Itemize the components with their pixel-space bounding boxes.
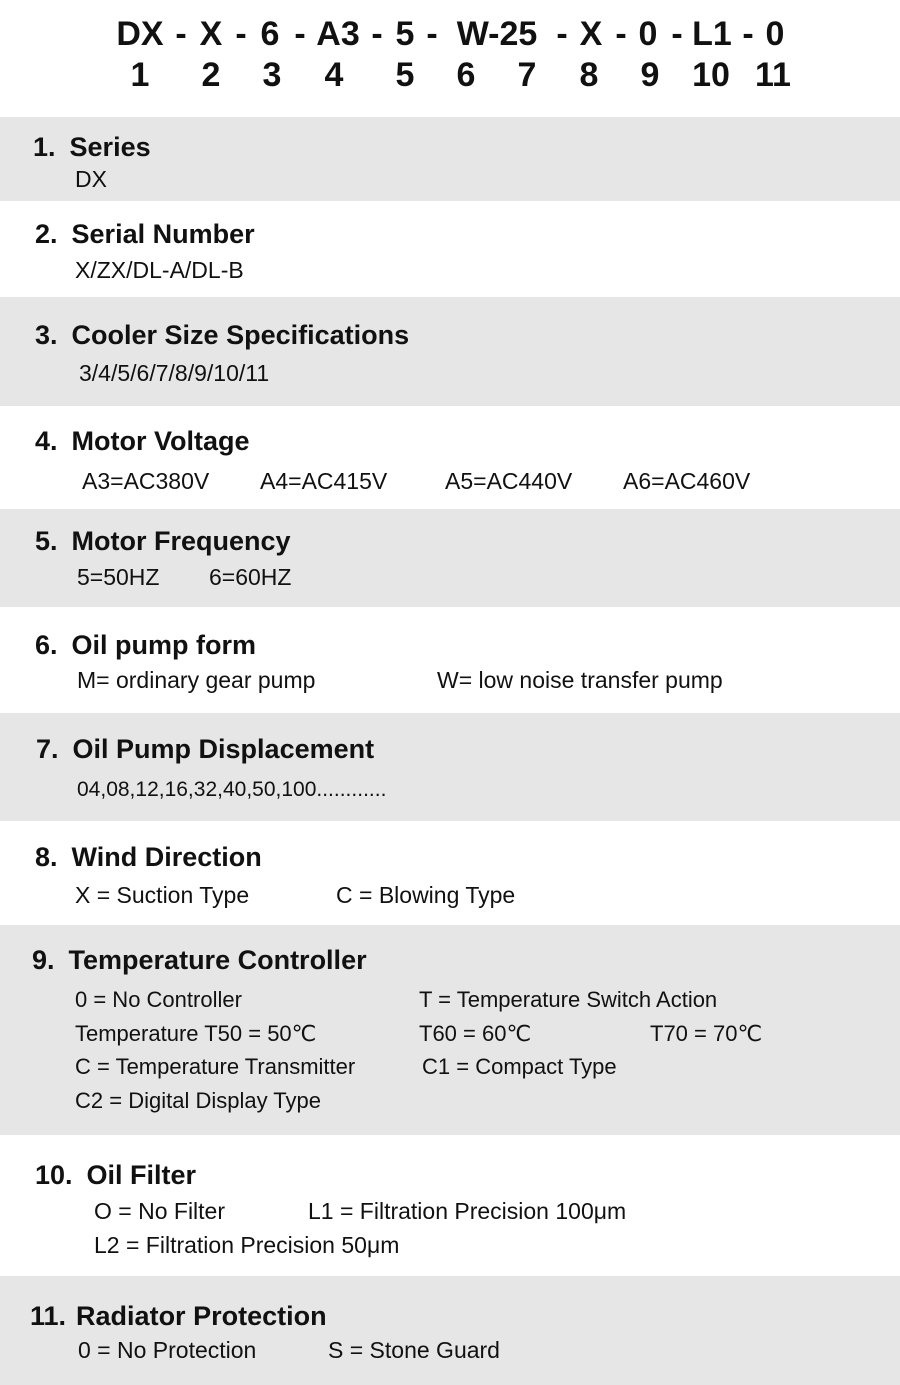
code-separator: - (556, 15, 568, 53)
code-separator: - (615, 15, 627, 53)
option-text: X/ZX/DL-A/DL-B (75, 257, 244, 283)
position-number: 5 (395, 56, 415, 94)
option-text: S = Stone Guard (328, 1337, 500, 1363)
section-title: Motor Voltage (71, 426, 250, 456)
section-number: 1. (33, 132, 56, 162)
code-segment: 0 (638, 15, 658, 53)
section-heading (35, 841, 262, 873)
option-text: T70 = 70℃ (650, 1021, 763, 1046)
section-title: Motor Frequency (71, 526, 291, 556)
section-number: 8. (35, 842, 58, 872)
code-separator: - (742, 15, 754, 53)
position-number: 1 (130, 56, 150, 94)
section-oil-pump-form (0, 607, 900, 713)
section-number: 7. (36, 734, 59, 764)
section-heading (35, 319, 409, 351)
model-code-header (0, 0, 900, 117)
code-segment: L1 (692, 15, 732, 53)
model-code (0, 14, 900, 54)
position-number: 8 (579, 56, 599, 94)
section-motor-frequency (0, 509, 900, 607)
section-series (0, 117, 900, 201)
section-heading (36, 733, 374, 765)
code-separator: - (175, 15, 187, 53)
section-cooler-size (0, 297, 900, 406)
option-text: C2 = Digital Display Type (75, 1088, 321, 1113)
section-heading (35, 629, 256, 661)
section-heading (35, 218, 255, 250)
section-temperature-controller (0, 925, 900, 1135)
option-text: 0 = No Controller (75, 987, 242, 1012)
section-oil-filter (0, 1135, 900, 1276)
option-text: C1 = Compact Type (422, 1054, 617, 1079)
section-title: Cooler Size Specifications (71, 320, 410, 350)
section-heading (35, 425, 250, 457)
option-text: C = Blowing Type (336, 882, 516, 908)
position-number: 11 (755, 56, 791, 94)
section-motor-voltage (0, 406, 900, 509)
section-title: Oil Pump Displacement (72, 734, 375, 764)
section-number: 11. (30, 1301, 67, 1331)
section-number: 5. (35, 526, 58, 556)
option-text: M= ordinary gear pump (77, 667, 316, 693)
option-text: L1 = Filtration Precision 100μm (308, 1198, 627, 1224)
option-text: A4=AC415V (260, 468, 388, 494)
code-segment: 5 (395, 15, 415, 53)
section-title: Series (69, 132, 151, 162)
section-title: Radiator Protection (76, 1301, 327, 1331)
section-heading (33, 131, 151, 163)
section-heading (35, 525, 291, 557)
position-number: 9 (640, 56, 660, 94)
section-heading (35, 1159, 196, 1191)
option-text: W= low noise transfer pump (437, 667, 723, 693)
position-number: 10 (692, 56, 730, 94)
code-segment: 0 (765, 15, 785, 53)
code-segment: X (199, 15, 223, 53)
option-text: 04,08,12,16,32,40,50,100............ (77, 778, 387, 801)
section-title: Oil Filter (86, 1160, 197, 1190)
option-text: 0 = No Protection (78, 1337, 257, 1363)
option-text: 3/4/5/6/7/8/9/10/11 (79, 360, 270, 386)
option-text: A6=AC460V (623, 468, 751, 494)
option-text: L2 = Filtration Precision 50μm (94, 1232, 400, 1258)
position-number: 3 (262, 56, 282, 94)
code-segment: X (579, 15, 603, 53)
section-title: Wind Direction (71, 842, 262, 872)
section-radiator-protection (0, 1276, 900, 1385)
section-number: 4. (35, 426, 58, 456)
option-text: C = Temperature Transmitter (75, 1054, 356, 1079)
section-title: Serial Number (71, 219, 255, 249)
position-number: 7 (517, 56, 537, 94)
option-text: X = Suction Type (75, 882, 250, 908)
section-title: Temperature Controller (68, 945, 367, 975)
position-number: 6 (456, 56, 476, 94)
section-number: 10. (35, 1160, 73, 1190)
code-separator: - (371, 15, 383, 53)
option-text: O = No Filter (94, 1198, 226, 1224)
option-text: 6=60HZ (209, 564, 292, 590)
section-wind-direction (0, 821, 900, 925)
section-oil-pump-displacement (0, 713, 900, 821)
code-separator: - (671, 15, 683, 53)
section-number: 2. (35, 219, 58, 249)
section-serial-number (0, 201, 900, 297)
code-segment: 6 (260, 15, 280, 53)
code-segment: DX (116, 15, 164, 53)
section-number: 3. (35, 320, 58, 350)
option-text: DX (75, 166, 107, 192)
option-text: Temperature T50 = 50℃ (75, 1021, 317, 1046)
option-text: 5=50HZ (77, 564, 160, 590)
option-text: A5=AC440V (445, 468, 573, 494)
position-numbers (0, 55, 900, 95)
option-text: A3=AC380V (82, 468, 210, 494)
code-separator: - (235, 15, 247, 53)
position-number: 2 (201, 56, 221, 94)
code-segment: W-25 (456, 15, 538, 53)
section-title: Oil pump form (71, 630, 257, 660)
option-text: T60 = 60℃ (419, 1021, 532, 1046)
code-separator: - (294, 15, 306, 53)
section-heading (32, 944, 367, 976)
section-number: 9. (32, 945, 55, 975)
section-heading (30, 1300, 327, 1332)
section-number: 6. (35, 630, 58, 660)
code-segment: A3 (316, 15, 360, 53)
option-text: T = Temperature Switch Action (419, 987, 718, 1012)
code-separator: - (426, 15, 438, 53)
position-number: 4 (324, 56, 344, 94)
